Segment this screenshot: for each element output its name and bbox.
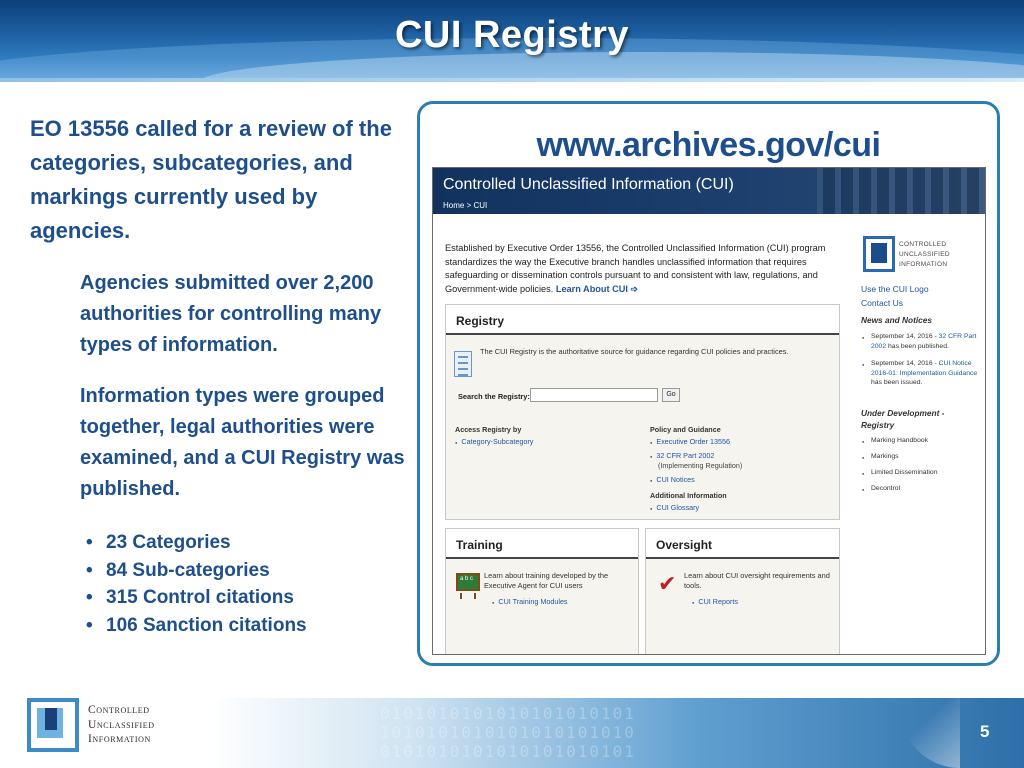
binary-row: 0101010101010101010101 [380, 704, 636, 723]
binary-row: 0101010101010101010101 [380, 742, 636, 761]
sidebar-logo-text [899, 240, 950, 270]
site-header-columns-image [817, 168, 986, 214]
website-screenshot [432, 167, 986, 655]
cfr-part-2002-link[interactable]: ● 32 CFR Part 2002 [650, 451, 714, 460]
implementing-regulation-note: (Implementing Regulation) [658, 461, 743, 470]
site-header [433, 168, 986, 214]
footer-logo-text [88, 703, 155, 747]
news-notices-heading: News and Notices [861, 315, 933, 325]
cui-notices-link[interactable]: ● CUI Notices [650, 475, 695, 484]
site-intro-text: Established by Executive Order 13556, the Controlled Unclassified Information (CUI) program standardizes the way the Executive branch handles unclassified information that requires safeguarding or dissemination controls pursuant to and consistent with law, regulations, and Government-wide policies. [445, 243, 826, 294]
executive-order-link[interactable]: ● Executive Order 13556 [650, 437, 730, 446]
oversight-description: Learn about CUI oversight requirements and tools. [684, 571, 830, 590]
cui-reports-link[interactable]: ● CUI Reports [692, 597, 738, 606]
cui-logo-icon [863, 236, 895, 272]
site-title: Controlled Unclassified Information (CUI) [443, 176, 734, 193]
binary-pattern [380, 704, 980, 761]
site-body [433, 214, 986, 655]
registry-panel [445, 304, 840, 520]
dev-item-markings[interactable]: ● Markings [871, 452, 983, 462]
left-text-column [30, 112, 410, 639]
oversight-panel [645, 528, 840, 655]
stat-subcategories: • 84 Sub-categories [106, 557, 410, 585]
banner-underline [0, 78, 1024, 82]
dev-item-decontrol[interactable]: ● Decontrol [871, 484, 983, 494]
sidebar-logo-line1: CONTROLLED [899, 241, 947, 248]
chalkboard-icon-text: a b c [460, 576, 474, 582]
footer-logo-line3: Information [88, 733, 151, 745]
search-go-button[interactable]: Go [662, 388, 680, 402]
training-description: Learn about training developed by the Executive Agent for CUI users [484, 571, 609, 590]
news-text: has been published. [886, 342, 949, 350]
checkmark-icon: ✔ [658, 571, 677, 596]
news-item [871, 359, 983, 388]
registry-search-input[interactable] [530, 388, 658, 402]
footer-logo-line1: Controlled [88, 704, 150, 716]
dev-item-marking-handbook[interactable]: ● Marking Handbook [871, 436, 983, 446]
stat-categories: • 23 Categories [106, 529, 410, 557]
news-date: September 14, 2016 - [871, 360, 939, 367]
sidebar-logo-line2: UNCLASSIFIED [899, 251, 950, 258]
registry-description: The CUI Registry is the authoritative source for guidance regarding CUI policies and practices. [480, 347, 789, 356]
site-intro [445, 242, 840, 296]
learn-about-cui-link[interactable]: Learn About CUI ➩ [555, 283, 639, 294]
website-url[interactable]: www.archives.gov/cui [536, 126, 881, 164]
news-date: September 14, 2016 - [871, 333, 939, 340]
chalkboard-stand [460, 593, 476, 599]
use-cui-logo-link[interactable]: Use the CUI Logo [861, 284, 929, 294]
cui-logo-icon [27, 698, 79, 752]
chalkboard-icon [456, 573, 480, 591]
training-heading: Training [446, 529, 638, 559]
slide-footer [0, 698, 1024, 768]
under-development-heading: Under Development - Registry [861, 408, 945, 430]
site-breadcrumb[interactable]: Home > CUI [443, 201, 488, 210]
cui-glossary-link[interactable]: ● CUI Glossary [650, 503, 699, 512]
binary-row: 1010101010101010101010 [380, 723, 636, 742]
agencies-paragraph: Agencies submitted over 2,200 authorities for controlling many types of information. [80, 272, 382, 356]
grouping-paragraph: Information types were grouped together, legal authorities were examined, and a CUI Registry was published. [80, 385, 405, 500]
stats-list [106, 529, 410, 639]
access-registry-heading: Access Registry by [455, 425, 522, 434]
dev-item-limited-dissemination[interactable]: ● Limited Dissemination [871, 468, 983, 478]
training-panel [445, 528, 639, 655]
stat-sanction-citations: • 106 Sanction citations [106, 612, 410, 640]
site-sidebar [861, 214, 986, 655]
news-notice-link[interactable]: CUI Notice 2016-01: Implementation Guidance [871, 360, 978, 377]
category-subcategory-link[interactable]: ● Category-Subcategory [455, 437, 533, 446]
additional-info-heading: Additional Information [650, 491, 727, 500]
lead-paragraph: EO 13556 called for a review of the categories, subcategories, and markings currently used by agencies. [30, 116, 392, 243]
news-cfr-link[interactable]: 32 CFR Part 2002 [871, 333, 977, 350]
training-modules-link[interactable]: ● CUI Training Modules [492, 597, 568, 606]
title-banner [0, 0, 1024, 78]
oversight-heading: Oversight [646, 529, 839, 559]
news-text: has been issued. [871, 379, 923, 386]
search-label: Search the Registry: [458, 392, 530, 401]
slide-title: CUI Registry [394, 14, 630, 56]
news-item [871, 332, 983, 351]
page-number: 5 [980, 722, 990, 741]
document-icon [454, 351, 472, 377]
stat-control-citations: • 315 Control citations [106, 584, 410, 612]
contact-us-link[interactable]: Contact Us [861, 298, 904, 308]
footer-logo-line2: Unclassified [88, 718, 155, 731]
registry-heading: Registry [446, 305, 839, 335]
sidebar-logo-line3: INFORMATION [899, 261, 948, 268]
policy-guidance-heading: Policy and Guidance [650, 425, 721, 434]
